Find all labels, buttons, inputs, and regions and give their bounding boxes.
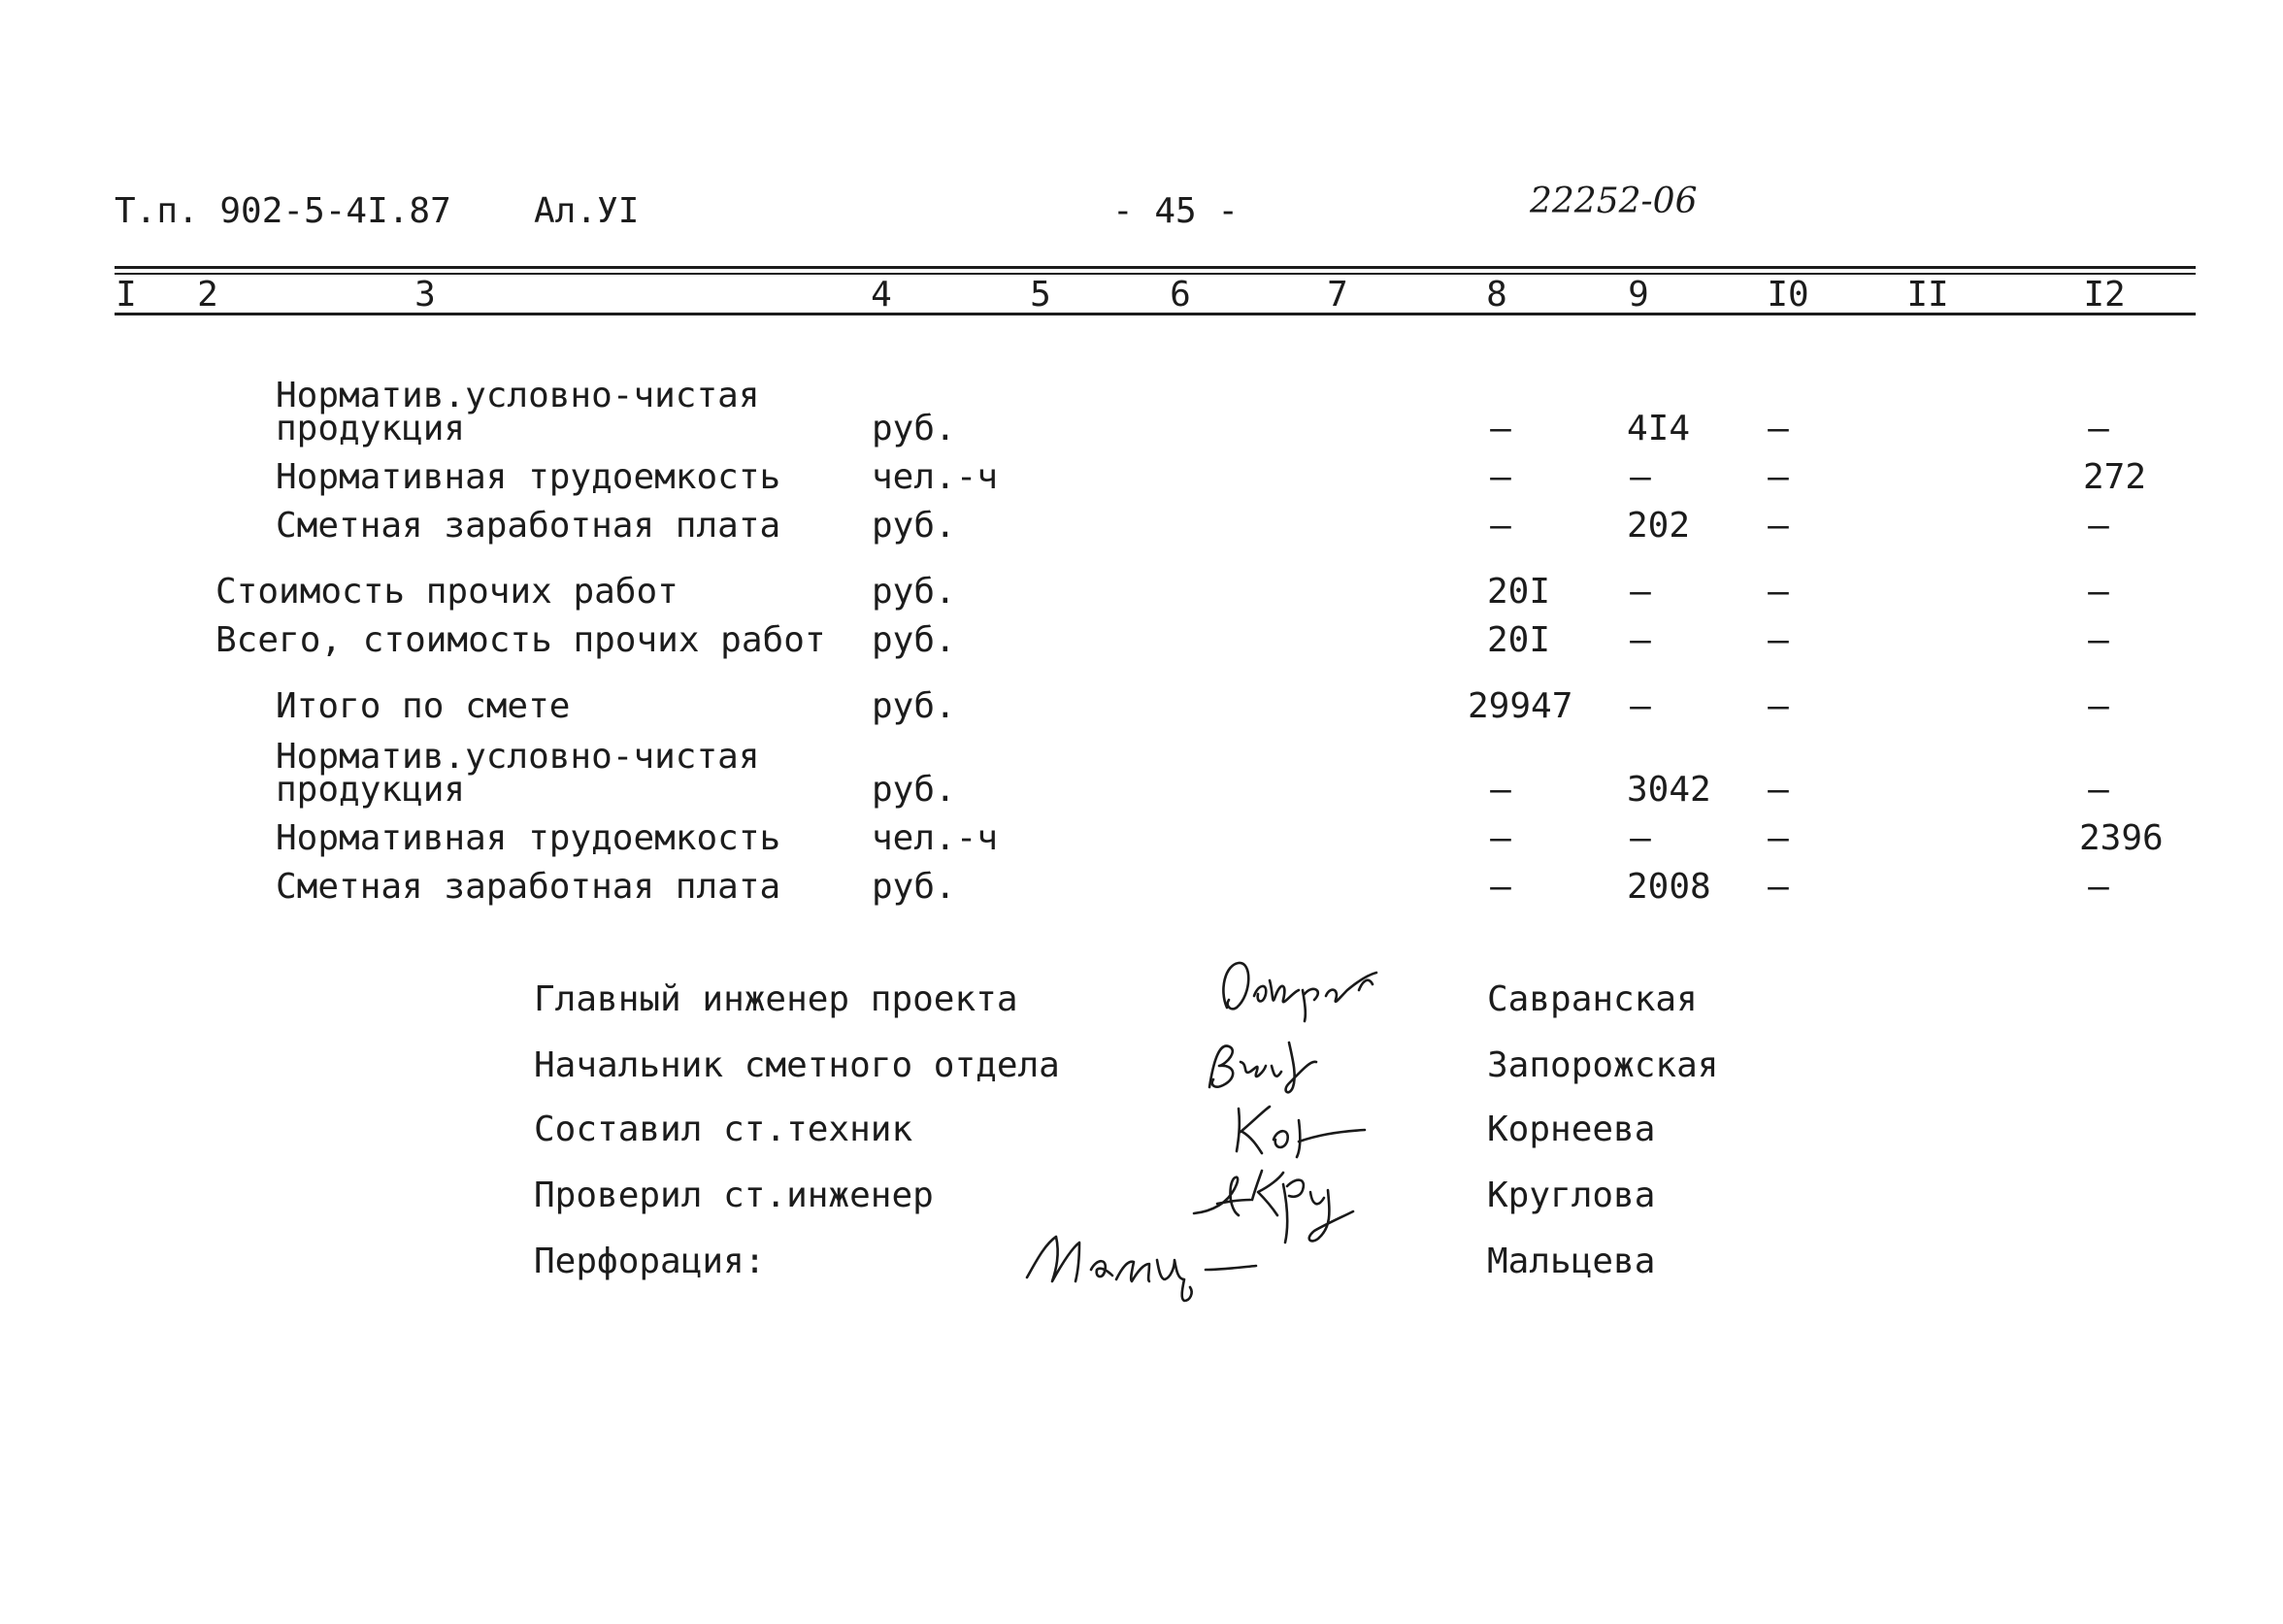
page-number: - 45 - [1112,191,1240,231]
col8-value: 20I [1487,572,1551,612]
signatory-title: Главный инженер проекта [534,979,1018,1019]
unit: чел.-ч [872,818,999,858]
unit: чел.-ч [872,457,999,497]
signatory-name: Круглова [1487,1176,1656,1215]
col10-value: – [1768,770,1789,810]
column-number: 7 [1327,275,1348,315]
handwritten-signature [1219,1097,1384,1165]
unit: руб. [872,572,956,612]
row-label: Нормативная трудоемкость [276,818,781,858]
col10-value: – [1768,620,1789,660]
col12-value: – [2088,770,2109,810]
column-number: 5 [1030,275,1051,315]
col10-value: – [1768,506,1789,546]
row-label: Норматив.условно-чистая [276,376,760,415]
col10-value: – [1768,818,1789,858]
col9-value: – [1630,818,1651,858]
row-label-continuation: продукция [276,770,466,810]
col8-value: – [1490,506,1511,546]
col12-value: – [2088,506,2109,546]
unit: руб. [872,620,956,660]
handwritten-signature [1019,1221,1301,1309]
project-code: Т.п. 902-5-4I.87 [115,191,451,231]
col8-value: – [1490,457,1511,497]
signatory-name: Мальцева [1487,1242,1656,1281]
col12-value: – [2088,409,2109,448]
signatory-title: Составил ст.техник [534,1110,913,1149]
column-number: 6 [1170,275,1191,315]
col10-value: – [1768,572,1789,612]
row-label: Нормативная трудоемкость [276,457,781,497]
row-label: Сметная заработная плата [276,506,781,546]
signatory-title: Проверил ст.инженер [534,1176,934,1215]
col8-value: 20I [1487,620,1551,660]
row-label: Итого по смете [276,686,571,726]
col10-value: – [1768,409,1789,448]
col8-value: 29947 [1468,686,1573,726]
unit: руб. [872,506,956,546]
column-number: I [116,275,137,315]
col9-value: 202 [1627,506,1691,546]
col8-value: – [1490,409,1511,448]
column-number: I2 [2083,275,2126,315]
handwritten-signature [1213,951,1398,1029]
column-number: I0 [1767,275,1809,315]
col9-value: 3042 [1627,770,1711,810]
album-number: Ал.УI [534,191,640,231]
col12-value: – [2088,686,2109,726]
signatory-name: Запорожская [1487,1045,1719,1085]
column-number: 9 [1628,275,1649,315]
col12-value: 272 [2083,457,2147,497]
column-number: II [1906,275,1949,315]
col9-value: 4I4 [1627,409,1691,448]
col10-value: – [1768,457,1789,497]
signatory-name: Савранская [1487,979,1698,1019]
col8-value: – [1490,818,1511,858]
document-number: 22252-06 [1530,182,1698,221]
unit: руб. [872,770,956,810]
column-number: 3 [414,275,436,315]
col12-value: – [2088,620,2109,660]
unit: руб. [872,686,956,726]
col12-value: 2396 [2079,818,2164,858]
col10-value: – [1768,686,1789,726]
row-label: Стоимость прочих работ [215,572,678,612]
col9-value: – [1630,572,1651,612]
col8-value: – [1490,867,1511,907]
row-label-continuation: продукция [276,409,466,448]
row-label: Сметная заработная плата [276,867,781,907]
table-top-rule [115,266,2196,269]
column-number: 8 [1486,275,1507,315]
col9-value: – [1630,686,1651,726]
col9-value: – [1630,620,1651,660]
signatory-name: Корнеева [1487,1110,1656,1149]
column-number: 4 [871,275,892,315]
col8-value: – [1490,770,1511,810]
col10-value: – [1768,867,1789,907]
signatory-title: Начальник сметного отдела [534,1045,1060,1085]
signatory-title: Перфорация: [534,1242,766,1281]
col12-value: – [2088,572,2109,612]
col9-value: 2008 [1627,867,1711,907]
col12-value: – [2088,867,2109,907]
unit: руб. [872,409,956,448]
row-label: Норматив.условно-чистая [276,737,760,777]
handwritten-signature [1200,1033,1355,1101]
col9-value: – [1630,457,1651,497]
column-number: 2 [197,275,218,315]
unit: руб. [872,867,956,907]
row-label: Всего, стоимость прочих работ [215,620,826,660]
